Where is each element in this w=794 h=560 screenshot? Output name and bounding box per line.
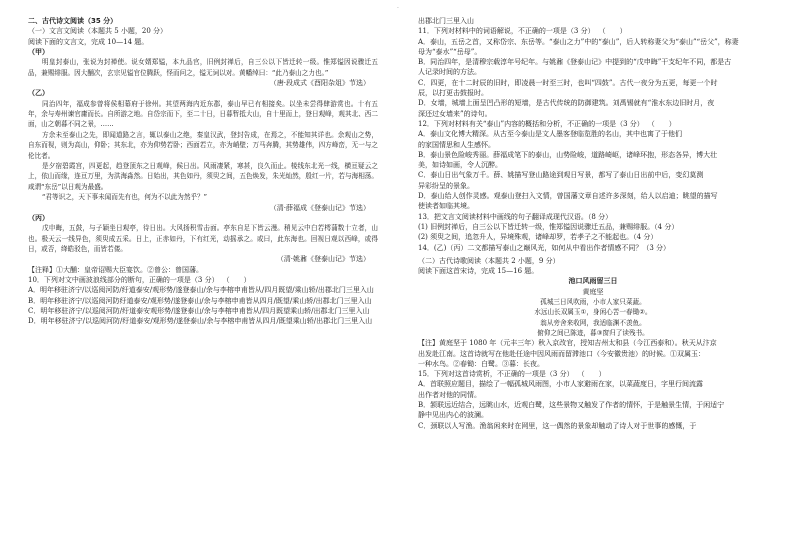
question-10-option-c: C．明年移驻济宁/以巡阅河防/纡道泰安观形势/遂登泰山/余与李榕申甫皆从/四月既望乘山轿/出郡北门三里入山 [28,306,370,315]
question-10-stem [28,275,378,285]
question-11-option-b: B．同治四年，是清穆宗载淳年号纪年。与姚鼐《登泰山记》中提到的“戊申晦”干支纪年不同，都是古 [418,58,732,67]
question-11-option-c: C．四更，在十二时辰的旧时，即凌晨一时至三时，也叫“四鼓”。古代一夜分为五更，每更一个时 [418,78,718,87]
answer-paren: （ ） [598,27,627,36]
question-12-stem [418,119,768,129]
passage-yi-p4: “君等识之，天下事未闻而先有也，何为不以此为然乎？” [42,193,208,202]
poem-title: 池口风雨留三日 [568,276,618,286]
answer-paren: （ ） [647,119,676,128]
section-title: 二、古代诗文阅读（35 分） [28,17,118,25]
question-10-option-a: A．明年移驻济宁/以巡阅河防/纡道泰安/观形势/遂登泰山/余与李榕申甫皆从/四月既望/乘山轿/出郡北门三里入山 [28,286,374,295]
left-column [28,16,378,327]
question-13-part-1: (1) 旧例封禅后，自三公以下皆迁转一级，惟郑镒因说骤迁五品，兼赐绯服。（4 分） [418,222,679,231]
passage-yi-p1: 同治四年，福成参曾将侯相幕府于徐州。其望两海内近东郡，泰山早已有相接矣。以坐未尝得肆游赏也。十有五年，余与寿州谏官庸而长。自所游之地。自岱宗而下，至二十日，日暮暂抵大山，自十里而上，登日观峰，观其北、西二面，山之朝暮不同之景，…… [28,99,378,129]
passage-bing: 戊申晦，五鼓，与子颖坐日观亭，待日出。大风扬积雪击面。亭东自足下皆云漫。稍见云中白若樗蒲数十立者，山也。极天云一线异色，须臾成五采。日上，正赤如丹，下有红光，动摇承之。或曰，此东海也。回视日观以西峰，或得日，或否，绛皓驳色，而皆若偻。 [28,224,378,254]
question-15-option-c: C．颈联以人写渔。渔翁闲来时在网里，这一偶然的景象却触动了诗人对于世事的感慨，于 [418,421,697,430]
passage-yi-p3: 是夕宿碧霞宫，四更起，趋登顶东之日观峰，候日出。风雨凄紧，寒甚，良久而止。棱线东北光一线，横亘疑云之上，依山而缘，连亘万里，为洪海淼然。日始出，其色如丹，须臾之间，五色焕发，朱光灿然，殷红一片，若与海相荡。咸谓“东岳”以日观为最盛。 [28,162,378,191]
continued-line: 出郡北门三里入山 [418,17,474,25]
question-11-option-a: A．泰山，五岳之首，又称岱宗、东岳等。“泰山之力”中的“泰山”，后人转称妻父为“泰山”“岳父”，称妻 [418,37,739,46]
question-13-stem: 13．把文言文阅读材料中画线的句子翻译成现代汉语。（8 分） [418,212,613,221]
question-13-part-2: (2) 须臾之间，追忽升人，异境殊观，诸峰却罗，若孝子之不能起也。（4 分） [418,233,658,242]
answer-paren: （ ） [577,370,606,379]
passage-jia-source: （唐·段成式《酉阳杂俎》节选） [269,79,370,87]
passage-yi-source: （清·薛福成《登泰山记》节选） [269,203,370,212]
notes: 【注释】①大酺：皇帝诏赐大臣宴饮。②曾公：曾国藩。 [28,265,203,274]
question-11-option-b-cont: 人记录时间的方法。 [418,68,481,77]
passage-label-jia: （甲） [28,46,49,56]
question-15-stem [418,369,768,379]
header-dot: · [397,5,399,12]
poem-line-4: 俯仰之间已陈迹，暮③窗归了读残书。 [537,328,649,337]
poem-line-2: 水远山长双属玉①，身闲心苦一春锄②。 [534,308,652,317]
question-11-text: 11．下列对材料中的词语解说，不正确的一项是（3 分） [418,27,595,36]
poem-note-3: 一种水鸟。②春锄：白鹭。③暮：长夜。 [418,359,544,368]
poem-note-2: 出发赴江南。这首诗就写在他赴任途中因风雨而留滞池口（今安徽贵池）的时候。①双属玉： [418,349,705,358]
question-15-option-a-cont: 出作者对他的同情。 [418,390,481,399]
question-11-stem [418,26,768,36]
question-10-option-d: D．明年移驻济宁/以巡阅河防/纡道泰安/观形势/遂登泰山/余与李榕申甫皆从四月/既望乘山轿/出郡北门三里入山 [28,317,373,326]
question-12-option-c-cont: 异彩纷呈的景象。 [418,181,474,190]
poem-note-1: 【注】黄庭坚于 1080 年（元丰三年）秋入京改官，授知吉州太和县（今江西泰和）。秋天从汴京 [418,339,717,348]
subsection-2-instructions: 阅读下面这首宋诗，完成 15—16 题。 [418,267,539,276]
question-12-option-d: D．泰山给人创作灵感。观泰山登扫入文情，曾国藩文章自述许多深刻，给人以启迪；眺望的描写 [418,192,718,201]
question-12-option-b: B．泰山景色险峻秀丽。薛福成笔下的泰山，山势险峻，道路崎岖，诸峰环抱，形态各异，博大壮 [418,150,718,159]
question-12-text: 12．下列对材料有关“泰山”内容的概括和分析，不正确的一项是（3 分） [418,119,644,128]
question-15-option-a: A．首联照应题目，描绘了一幅孤城风雨图，小市人家避雨在家，以菜蔬度日，字里行间流露 [418,380,704,389]
subsection-2-title: （二）古代诗歌阅读（本题共 2 小题，9 分） [418,256,560,265]
answer-paren: （ ） [222,276,251,285]
passage-yi-p2: 方余未至泰山之先，即闻道路之言，辄以泰山之绝，秦皇汉武，登封告成，在焉之，不能知其详也。余观山之势，自东而视，则为高山，仰卧；其东北，亦为仰势若卧；西面若立，亦为峭壁；万马奔腾，其势雄伟，四方峰峦，无一与之伦比者。 [28,130,378,160]
question-11-option-d-cont: 深还过女墙来”的诗句。 [418,109,492,118]
right-column [418,16,768,431]
instructions: 阅读下面的文言文，完成 10—14 题。 [28,37,149,46]
passage-label-bing: （丙） [28,212,49,222]
subsection-title: （一）文言文阅读（本题共 5 小题，20 分） [28,27,168,36]
question-10-option-b: B．明年移驻济宁/以巡阅河防纡道泰安/观形势/遂登泰山/余与李榕申甫皆从四月/既望/乘山轿/出郡北门三里入山 [28,296,372,305]
question-11-option-a-cont: 母为“泰水”“岳母”。 [418,47,482,56]
question-12-option-a: A．泰山文化博大精深。从古至今泰山是文人墨客登临览胜的名山，其中也寓了于他们 [418,130,683,139]
passage-bing-source: （清·姚鼐《登泰山记》节选） [276,255,370,264]
passage-jia: 明皇封泰山，张说为封禅使。说女婿郑镒，本九品官，旧例封禅后，自三公以下皆迁转一级。惟郑镒因说骤迁五品，兼赐绯服。因大酺次，玄宗见镒官位腾跃，怪而问之，镒无词以对。黄幡绰曰：“此乃泰山之力也。” [28,58,378,77]
question-15-text: 15．下列对这首诗赏析，不正确的一项是（3 分） [418,370,574,379]
question-15-option-b-cont: 静中见出内心的波澜。 [418,411,488,420]
question-12-option-b-cont: 美，如诗如画，令人沉醉。 [418,161,502,170]
poem-line-1: 孤城三日风吹雨，小市人家只菜蔬。 [540,298,646,307]
poem-line-3: 翁从旁舍来收网，我适临渊不羡鱼。 [540,318,646,327]
question-10-text: 10．下列对文中画波浪线部分的断句，正确的一项是（3 分） [28,276,219,285]
question-15-option-b: B．颔联远近结合，远眺山水，近观白鹭，这些景物又触发了作者的情怀，于是触景生情，于闲适宁 [418,400,725,409]
question-14-stem: 14．(乙)（丙）二文都描写泰山之巅风光，如何从中看出作者情感不同？（3 分） [418,243,671,252]
passage-label-yi: （乙） [28,88,49,98]
question-12-option-d-cont: 使读者如临其境。 [418,202,474,211]
poem-author: 黄庭坚 [582,287,604,296]
question-11-option-d: D．女墙，城墙上面呈凹凸形的短墙，是古代传统的防御建筑。刘禹锡就有“淮水东边旧时月，夜 [418,99,715,108]
question-12-option-a-cont: 的家国情思和人生感怀。 [418,140,495,149]
question-12-option-c: C．泰山日出气象万千。薛、姚描写登山路途到观日写景，都写了泰山日出前中后，变幻莫测 [418,171,704,180]
question-11-option-c-cont: 辰，以打更击鼓报时。 [418,89,488,98]
